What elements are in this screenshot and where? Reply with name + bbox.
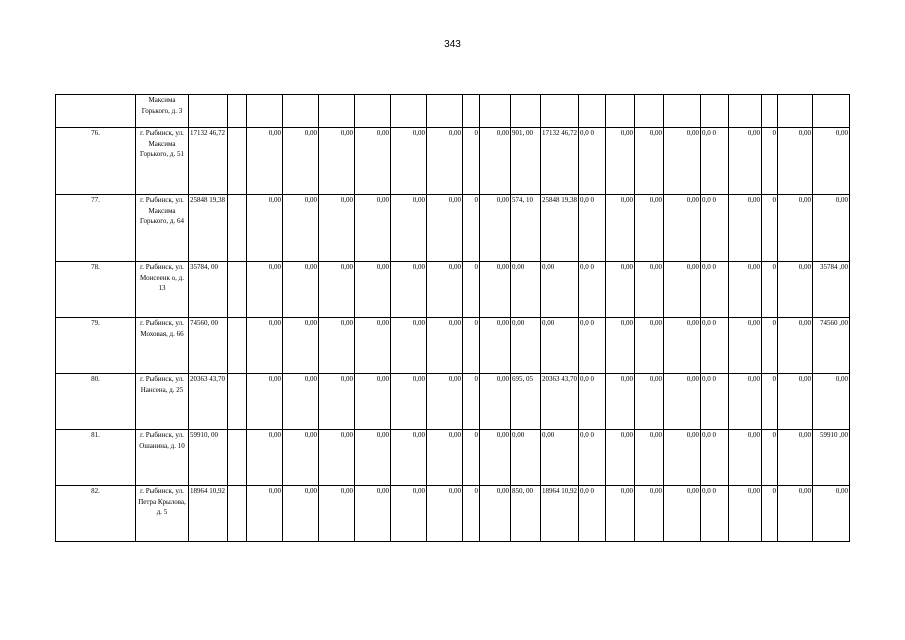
cell-value: 0 bbox=[762, 128, 778, 195]
cell-value: 0,00 bbox=[664, 486, 701, 542]
cell-total: 18964 10,92 bbox=[189, 486, 228, 542]
cell-value: 0,00 bbox=[729, 486, 762, 542]
cell-value: 0,00 bbox=[480, 128, 511, 195]
cell-value: 0,00 bbox=[391, 318, 427, 374]
cell-value: 0,0 0 bbox=[701, 374, 729, 430]
cell-value: 0,00 bbox=[427, 318, 463, 374]
cell-value: 0,00 bbox=[355, 374, 391, 430]
cell-value: 17132 46,72 bbox=[541, 128, 579, 195]
cell-value: 0,00 bbox=[319, 195, 355, 262]
cell-value: 0,00 bbox=[511, 318, 541, 374]
cell-value: 0,00 bbox=[427, 195, 463, 262]
cell-value bbox=[228, 195, 247, 262]
cell-value: 0,00 bbox=[480, 262, 511, 318]
cell-value: 0,00 bbox=[319, 486, 355, 542]
cell-number: 80. bbox=[56, 374, 136, 430]
cell-value: 0,00 bbox=[511, 430, 541, 486]
cell-value: 0,00 bbox=[355, 318, 391, 374]
cell-value: 0,00 bbox=[511, 262, 541, 318]
cell-number: 76. bbox=[56, 128, 136, 195]
cell-value: 0,0 0 bbox=[579, 195, 606, 262]
cell-value: 0,00 bbox=[319, 262, 355, 318]
cell-value: 0,00 bbox=[427, 374, 463, 430]
table-row bbox=[56, 430, 850, 486]
cell-value: 0,00 bbox=[664, 195, 701, 262]
cell-value: 0,00 bbox=[480, 374, 511, 430]
cell-value: 0,00 bbox=[664, 262, 701, 318]
cell-value: 0,00 bbox=[606, 374, 635, 430]
cell-value: 20363 43,70 bbox=[541, 374, 579, 430]
cell-value: 0,00 bbox=[664, 318, 701, 374]
cell-value: 0,00 bbox=[355, 195, 391, 262]
cell-value: 901, 00 bbox=[511, 128, 541, 195]
cell-value: 0,0 0 bbox=[579, 262, 606, 318]
cell-value: 0,00 bbox=[606, 195, 635, 262]
cell-total: 20363 43,70 bbox=[189, 374, 228, 430]
cell-value: 0,00 bbox=[541, 318, 579, 374]
cell-value: 0,00 bbox=[813, 195, 850, 262]
cell-value: 74560 ,00 bbox=[813, 318, 850, 374]
table-row bbox=[56, 318, 850, 374]
cell-value: 0,0 0 bbox=[701, 318, 729, 374]
cell-value: 0,00 bbox=[391, 128, 427, 195]
cell-value: 0,00 bbox=[480, 195, 511, 262]
cell-value: 0,00 bbox=[813, 486, 850, 542]
cell-value: 0,00 bbox=[729, 430, 762, 486]
cell-value: 0,0 0 bbox=[701, 486, 729, 542]
cell-value: 0,00 bbox=[391, 262, 427, 318]
cell-value: 0,00 bbox=[635, 195, 664, 262]
cell-value: 0,00 bbox=[606, 486, 635, 542]
cell-value: 0,00 bbox=[606, 128, 635, 195]
table-row-continuation bbox=[56, 95, 850, 128]
cell-value: 0,00 bbox=[729, 262, 762, 318]
cell-value: 0,00 bbox=[606, 318, 635, 374]
cell-value: 0,0 0 bbox=[701, 195, 729, 262]
cell-value: 0,00 bbox=[355, 262, 391, 318]
cell-value: 0 bbox=[762, 374, 778, 430]
cell-value: 0,00 bbox=[606, 262, 635, 318]
cell-value: 0,00 bbox=[635, 430, 664, 486]
cell-value: 0,00 bbox=[664, 430, 701, 486]
cell-value: 0,00 bbox=[427, 128, 463, 195]
cell-value: 0,00 bbox=[283, 374, 319, 430]
cell-value: 0,00 bbox=[729, 128, 762, 195]
cell-value: 0,00 bbox=[319, 430, 355, 486]
cell-number: 78. bbox=[56, 262, 136, 318]
cell-address: г. Рыбинск, ул. Нансена, д. 25 bbox=[136, 374, 189, 430]
cell-value: 0,00 bbox=[391, 430, 427, 486]
cell-value: 0 bbox=[762, 195, 778, 262]
cell-value: 0,00 bbox=[729, 318, 762, 374]
cell-value: 0,00 bbox=[606, 430, 635, 486]
cell-value: 0,00 bbox=[427, 486, 463, 542]
cell-total: 25848 19,38 bbox=[189, 195, 228, 262]
cell-value: 0,00 bbox=[355, 486, 391, 542]
cell-address: г. Рыбинск, ул. Моисеенк о, д. 13 bbox=[136, 262, 189, 318]
cell-address: г. Рыбинск, ул. Максима Горького, д. 51 bbox=[136, 128, 189, 195]
cell-address: г. Рыбинск, ул. Петра Крылова, д. 5 bbox=[136, 486, 189, 542]
cell-total: 74560, 00 bbox=[189, 318, 228, 374]
cell-total: 17132 46,72 bbox=[189, 128, 228, 195]
cell-value: 0 bbox=[463, 318, 480, 374]
cell-value: 0,00 bbox=[319, 374, 355, 430]
cell-value: 0 bbox=[463, 195, 480, 262]
budget-table bbox=[55, 94, 850, 542]
cell-value: 0 bbox=[762, 262, 778, 318]
cell-value: 0,00 bbox=[391, 195, 427, 262]
cell-value: 0,00 bbox=[778, 195, 813, 262]
cell-value: 0,00 bbox=[480, 486, 511, 542]
cell-value: 0,00 bbox=[247, 374, 283, 430]
cell-value: 850, 00 bbox=[511, 486, 541, 542]
cell-value: 0,00 bbox=[283, 430, 319, 486]
cell-value: 0,00 bbox=[283, 195, 319, 262]
cell-number: 77. bbox=[56, 195, 136, 262]
cell-value: 0,00 bbox=[635, 318, 664, 374]
cell-value: 0 bbox=[463, 262, 480, 318]
cell-value: 0,00 bbox=[355, 430, 391, 486]
cell-value: 0,00 bbox=[480, 430, 511, 486]
cell-value: 59910 ,00 bbox=[813, 430, 850, 486]
cell-number: 79. bbox=[56, 318, 136, 374]
cell-value: 0,00 bbox=[247, 430, 283, 486]
cell-value: 0,00 bbox=[813, 374, 850, 430]
cell-value: 0,00 bbox=[283, 486, 319, 542]
cell-value: 0,00 bbox=[778, 262, 813, 318]
cell-value: 0,00 bbox=[247, 128, 283, 195]
cell-value: 0,00 bbox=[635, 128, 664, 195]
cell-value: 0,0 0 bbox=[579, 128, 606, 195]
cell-value bbox=[228, 318, 247, 374]
cell-value: 0,00 bbox=[778, 430, 813, 486]
table-row bbox=[56, 262, 850, 318]
cell-value: 0 bbox=[762, 486, 778, 542]
cell-value: 0,00 bbox=[247, 195, 283, 262]
cell-value bbox=[228, 262, 247, 318]
cell-value: 0,00 bbox=[283, 128, 319, 195]
cell-address: г. Рыбинск, ул. Моховая, д. 66 bbox=[136, 318, 189, 374]
cell-value: 0,00 bbox=[778, 374, 813, 430]
table-row bbox=[56, 486, 850, 542]
cell-value: 0,00 bbox=[664, 128, 701, 195]
cell-value: 695, 05 bbox=[511, 374, 541, 430]
cell-value: 0,00 bbox=[391, 486, 427, 542]
cell-value bbox=[228, 430, 247, 486]
cell-value: 0,00 bbox=[541, 430, 579, 486]
cell-number: 81. bbox=[56, 430, 136, 486]
page-number: 343 bbox=[444, 39, 461, 50]
cell-value: 0,00 bbox=[664, 374, 701, 430]
cell-value: 0 bbox=[463, 128, 480, 195]
table-row bbox=[56, 128, 850, 195]
cell-value: 0,00 bbox=[635, 374, 664, 430]
cell-value: 0 bbox=[463, 486, 480, 542]
cell-value: 0 bbox=[463, 430, 480, 486]
cell-value: 0,00 bbox=[247, 318, 283, 374]
cell-value: 35784 ,00 bbox=[813, 262, 850, 318]
table-row bbox=[56, 195, 850, 262]
cell-value: 0,00 bbox=[635, 262, 664, 318]
cell-value: 0,0 0 bbox=[579, 318, 606, 374]
cell-value: 0 bbox=[762, 430, 778, 486]
cell-value: 0,00 bbox=[247, 486, 283, 542]
cell-value: 0,0 0 bbox=[701, 262, 729, 318]
cell-value: 0,00 bbox=[635, 486, 664, 542]
cell-value: 0 bbox=[463, 374, 480, 430]
cell-value: 0,00 bbox=[283, 318, 319, 374]
cell-value: 0,00 bbox=[729, 195, 762, 262]
cell-value: 0,00 bbox=[355, 128, 391, 195]
cell-value bbox=[228, 374, 247, 430]
cell-address: Максима Горького, д. 3 bbox=[136, 95, 189, 128]
cell-number bbox=[56, 95, 136, 128]
cell-value: 0,00 bbox=[247, 262, 283, 318]
cell-value: 0,00 bbox=[778, 486, 813, 542]
cell-address: г. Рыбинск, ул. Ошанина, д. 10 bbox=[136, 430, 189, 486]
cell-value: 0,00 bbox=[480, 318, 511, 374]
cell-value: 0,00 bbox=[541, 262, 579, 318]
cell-value: 0,00 bbox=[813, 128, 850, 195]
cell-total: 59910, 00 bbox=[189, 430, 228, 486]
cell-value: 0,0 0 bbox=[579, 374, 606, 430]
cell-value: 0,00 bbox=[778, 128, 813, 195]
cell-value: 0,00 bbox=[283, 262, 319, 318]
cell-value: 0,00 bbox=[319, 128, 355, 195]
cell-value: 0,00 bbox=[778, 318, 813, 374]
cell-value: 0,0 0 bbox=[701, 430, 729, 486]
cell-value: 0,00 bbox=[427, 262, 463, 318]
cell-value: 0,00 bbox=[427, 430, 463, 486]
cell-value: 0,0 0 bbox=[701, 128, 729, 195]
cell-total: 35784, 00 bbox=[189, 262, 228, 318]
cell-value: 18964 10,92 bbox=[541, 486, 579, 542]
cell-value bbox=[228, 486, 247, 542]
cell-value: 574, 10 bbox=[511, 195, 541, 262]
cell-address: г. Рыбинск, ул. Максима Горького, д. 64 bbox=[136, 195, 189, 262]
cell-value: 0,00 bbox=[729, 374, 762, 430]
table-row bbox=[56, 374, 850, 430]
cell-value: 0,0 0 bbox=[579, 430, 606, 486]
cell-value: 0,00 bbox=[319, 318, 355, 374]
cell-value: 0 bbox=[762, 318, 778, 374]
cell-value bbox=[228, 128, 247, 195]
cell-value: 0,0 0 bbox=[579, 486, 606, 542]
cell-value: 0,00 bbox=[391, 374, 427, 430]
cell-value: 25848 19,38 bbox=[541, 195, 579, 262]
cell-number: 82. bbox=[56, 486, 136, 542]
